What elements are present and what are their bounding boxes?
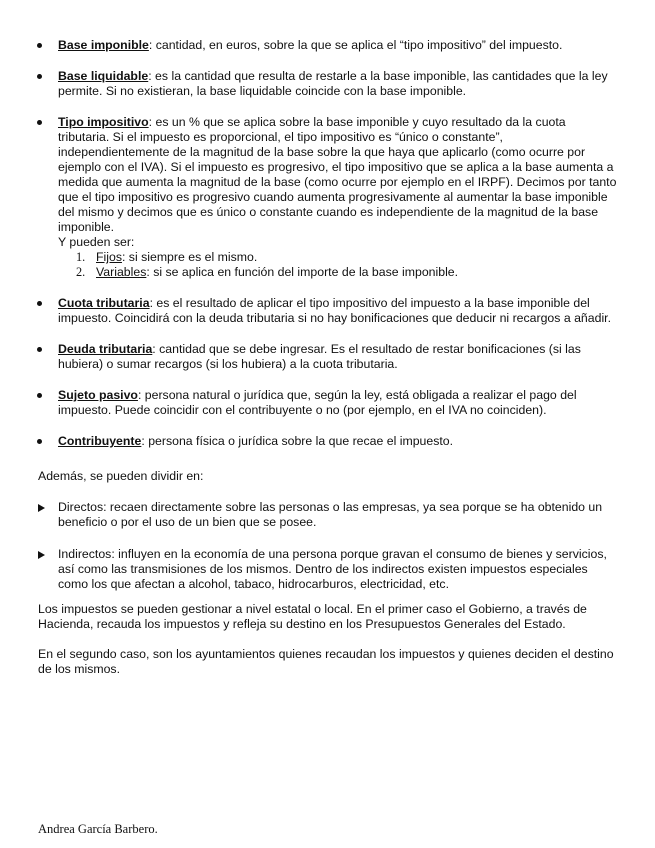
definition-text: : es un % que se aplica sobre la base imponible y cuyo resultado da la cuota tributaria. Si el impuesto es proporcional, el tipo impositivo es “único o constante”, independientemente de la magnitud de la base sobre la que haya que aplicarlo (como ocurre por ejemplo con el IVA). Si el impuesto es progresivo, el tipo impositivo que se aplica a la base aumenta a medida que aumenta la magnitud de la base (como ocurre por ejemplo en el IRPF). Decimos por tanto que el tipo impositivo es progresivo cuando aumenta progresivamente al aumentar la base imponible del mismo y decimos que es único o constante cuando es independiente de la magnitud de la base imponible. [58,115,617,234]
division-text: Directos: recaen directamente sobre las personas o las empresas, ya sea porque se ha obtenido un beneficio o por el uso de un bien que se posee. [58,500,603,529]
definition-item [0,342,655,372]
tipo-kind-keyword: Fijos [96,250,122,264]
definition-term: Cuota tributaria [58,296,150,310]
tipo-kinds-intro: Y pueden ser: [58,235,135,249]
definition-text: : persona natural o jurídica que, según la ley, está obligada a realizar el pago del impuesto. Puede coincidir con el contribuyente o no (por ejemplo, en el IVA no coinciden). [58,388,577,417]
definition-text: : persona física o jurídica sobre la que recae el impuesto. [141,434,454,448]
definition-item [0,38,655,53]
definition-item [0,434,655,449]
definition-term: Sujeto pasivo [58,388,138,402]
divisions-list [0,500,655,609]
tipo-kinds-list [58,250,617,280]
tipo-kind-text: : si se aplica en función del importe de la base imponible. [146,265,459,279]
division-item [0,547,655,592]
list-number: 1. [76,250,86,264]
tipo-kind-text: : si siempre es el mismo. [121,250,258,264]
definition-term: Base liquidable [58,69,149,83]
definition-item [0,115,655,280]
definition-text: : es el resultado de aplicar el tipo impositivo del impuesto a la base imponible del impuesto. Coincidirá con la deuda tributaria si no hay bonificaciones que deducir ni recargos a añadir. [58,296,612,325]
definition-text: : cantidad, en euros, sobre la que se aplica el “tipo impositivo” del impuesto. [148,38,563,52]
triangle-bullet-icon [38,551,45,559]
definition-term: Deuda tributaria [58,342,153,356]
tipo-kind-item [58,265,617,280]
definition-text: : cantidad que se debe ingresar. Es el resultado de restar bonificaciones (si las hubiera) o sumar recargos (si los hubiera) a la cuota tributaria. [58,342,581,371]
definition-term: Contribuyente [58,434,142,448]
footer-author: Andrea García Barbero. [38,822,158,836]
definition-term: Base imponible [58,38,149,52]
tipo-kind-item [58,250,617,265]
definition-item [0,388,655,418]
division-intro: Además, se pueden dividir en: [38,469,204,483]
definition-item [0,69,655,99]
definitions-list [0,38,655,465]
tipo-kind-keyword: Variables [96,265,147,279]
paragraph-local: En el segundo caso, son los ayuntamientos quienes recaudan los impuestos y quienes deciden el destino de los mismos. [38,647,614,676]
definition-text: : es la cantidad que resulta de restarle a la base imponible, las cantidades que la ley permite. Si no existieran, la base liquidable coincide con la base imponible. [58,69,608,98]
division-text: Indirectos: influyen en la economía de una persona porque gravan el consumo de bienes y servicios, así como las transmisiones de los mismos. Dentro de los indirectos existen impuestos especiales como los que afectan a alcohol, tabaco, hidrocarburos, electricidad, etc. [58,547,607,591]
triangle-bullet-icon [38,504,45,512]
list-number: 2. [76,265,86,279]
division-item [0,500,655,530]
definition-term: Tipo impositivo [58,115,149,129]
definition-item [0,296,655,326]
paragraph-management: Los impuestos se pueden gestionar a nivel estatal o local. En el primer caso el Gobierno, a través de Hacienda, recauda los impuestos y refleja su destino en los Presupuestos Generales del Estado. [38,602,587,631]
